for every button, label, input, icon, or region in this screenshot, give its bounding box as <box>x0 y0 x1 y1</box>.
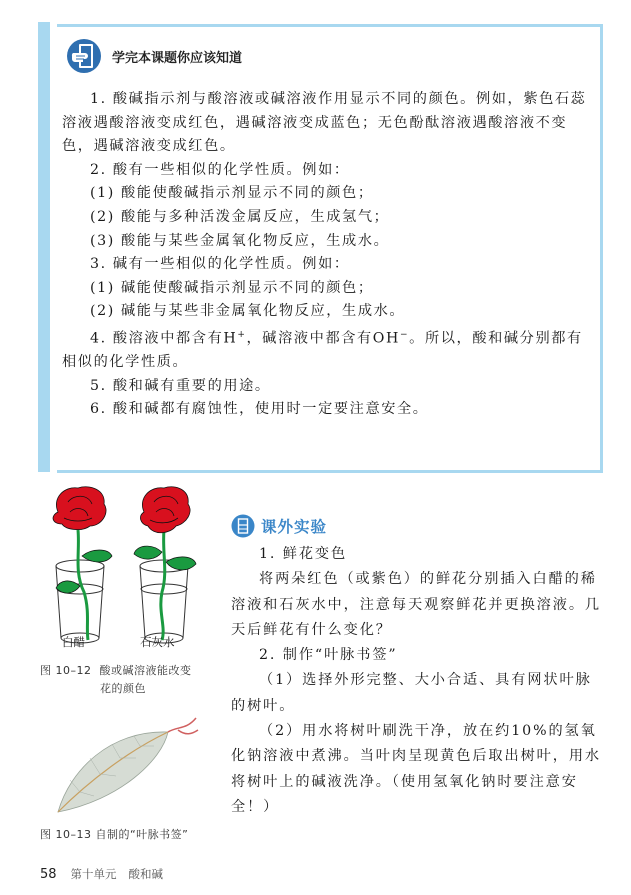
summary-point-6: 6. 酸和碱都有腐蚀性，使用时一定要注意安全。 <box>90 401 429 418</box>
base-property-1: (1) 碱能使酸碱指示剂显示不同的颜色； <box>90 279 374 296</box>
figure-10-13-caption: 图 10–13 自制的“叶脉书签” <box>40 828 189 841</box>
topic-label: 酸和碱 <box>128 867 164 881</box>
oh-ion-charge: − <box>400 329 410 340</box>
skeleton-leaf-illustration <box>50 710 200 820</box>
h-ion-charge: + <box>237 329 247 340</box>
summary-header <box>66 38 242 74</box>
experiment-body <box>231 542 607 820</box>
experiment-title: 课外实验 <box>261 518 328 536</box>
p4-suffix: 。所以，酸和碱分别都有相似的化学性质。 <box>62 330 583 371</box>
summary-point-5: 5. 酸和碱有重要的用途。 <box>90 377 271 394</box>
summary-point-1: 1. 酸碱指示剂与酸溶液或碱溶液作用显示不同的颜色。例如，紫色石蕊溶液遇酸溶液变成红色，遇碱溶液变成蓝色；无色酚酞溶液遇酸溶液不变色，遇碱溶液变成红色。 <box>62 91 587 155</box>
figure-10-12-caption <box>40 662 230 698</box>
caption-line-1: 酸或碱溶液能改变 <box>99 664 192 677</box>
p4-middle: ，碱溶液中都含有OH <box>246 330 401 347</box>
summary-box <box>38 22 603 472</box>
experiment-header <box>231 514 327 538</box>
figure-number: 图 10–12 <box>40 664 92 677</box>
unit-label: 第十单元 <box>70 867 117 881</box>
left-rose <box>53 487 106 530</box>
hand-pointing-book-icon <box>66 38 102 74</box>
roses-illustration <box>40 482 220 657</box>
p4-prefix: 4. 酸溶液中都含有H <box>90 330 238 347</box>
summary-body <box>62 88 592 422</box>
figure-roses-in-glasses <box>40 482 220 657</box>
acid-property-2: (2) 酸能与多种活泼金属反应，生成氢气； <box>90 208 390 225</box>
experiment-2-step-1: （1）选择外形完整、大小合适、具有网状叶脉的树叶。 <box>231 672 592 714</box>
summary-point-4 <box>62 324 592 375</box>
base-property-2: (2) 碱能与某些非金属氧化物反应，生成水。 <box>90 303 406 320</box>
beaker-icon <box>231 514 255 538</box>
caption-line-2: 花的颜色 <box>100 682 146 695</box>
label-white-vinegar: 白醋 <box>62 635 85 649</box>
summary-point-2: 2. 酸有一些相似的化学性质。例如： <box>90 161 350 178</box>
acid-property-1: (1) 酸能使酸碱指示剂显示不同的颜色； <box>90 185 374 202</box>
page-number: 58 <box>40 867 57 882</box>
right-rose <box>141 487 191 533</box>
experiment-1-title: 1. 鲜花变色 <box>259 546 348 562</box>
figure-leaf-bookmark <box>50 710 200 820</box>
acid-property-3: (3) 酸能与某些金属氧化物反应，生成水。 <box>90 232 390 249</box>
label-limewater: 石灰水 <box>140 635 175 649</box>
summary-left-bar <box>38 22 50 472</box>
page-footer <box>40 866 163 882</box>
experiment-2-step-2: （2）用水将树叶刷洗干净，放在约10%的氢氧化钠溶液中煮沸。当叶肉呈现黄色后取出树叶，用水将树叶上的碱液洗净。（使用氢氧化钠时要注意安全！） <box>231 723 602 815</box>
summary-point-3: 3. 碱有一些相似的化学性质。例如： <box>90 256 350 273</box>
summary-title: 学完本课题你应该知道 <box>112 50 243 66</box>
experiment-1-body: 将两朵红色（或紫色）的鲜花分别插入白醋的稀溶液和石灰水中，注意每天观察鲜花并更换溶液。几天后鲜花有什么变化？ <box>231 571 602 638</box>
experiment-2-title: 2. 制作“叶脉书签” <box>259 647 398 664</box>
